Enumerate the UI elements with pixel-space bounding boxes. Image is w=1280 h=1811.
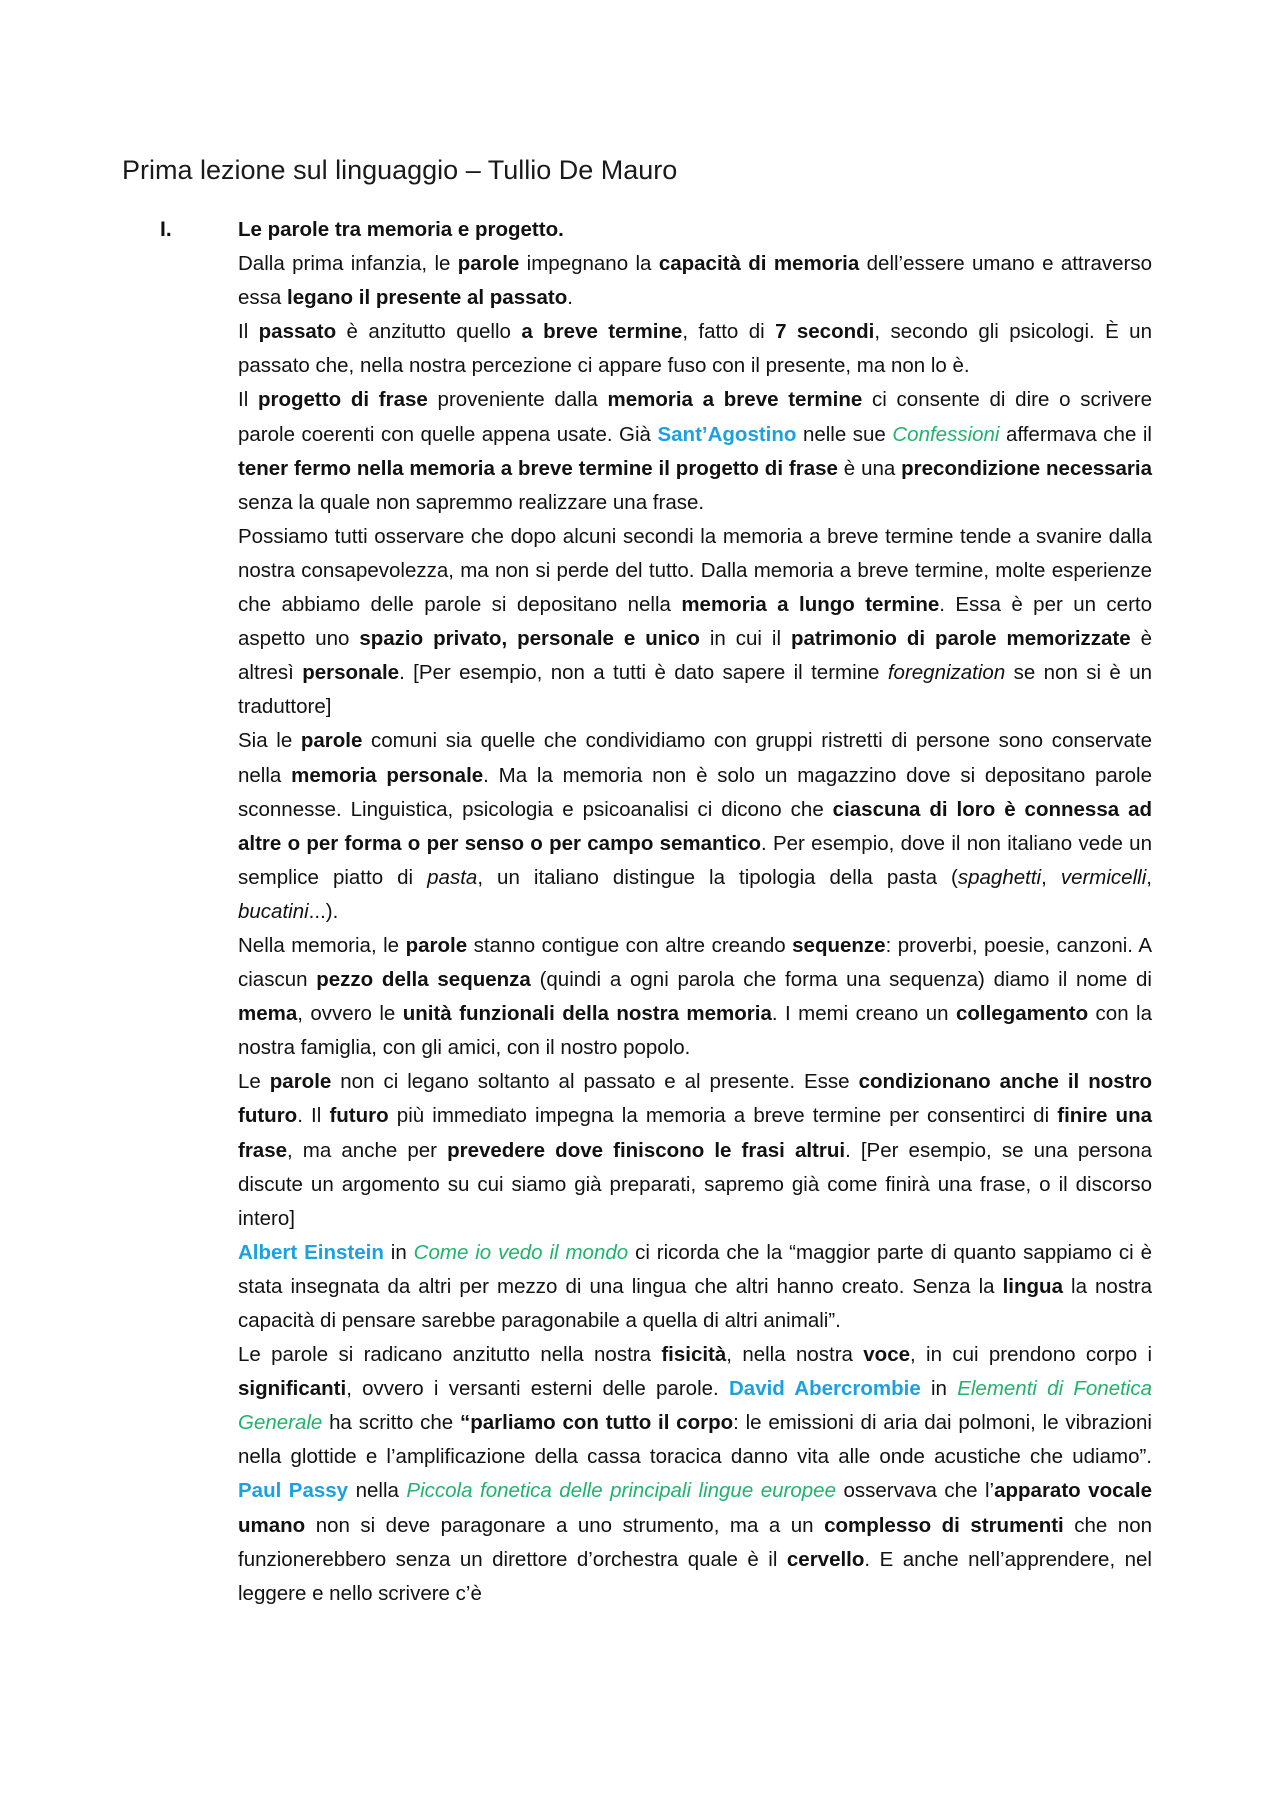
text-run: più immediato impegna la memoria a breve termine per consentirci di [388, 1104, 1058, 1128]
text-run: , ovvero le [297, 1002, 403, 1026]
bold-text: ciascuna di loro è connessa ad altre o per forma o per senso o per campo semantico [238, 797, 1152, 855]
bold-text: finire una frase [238, 1104, 1152, 1162]
bold-text: memoria personale [291, 763, 484, 787]
bold-text: 7 secondi [775, 320, 875, 344]
text-run: , [1146, 865, 1152, 889]
text-run: , secondo gli psicologi. È un passato che, nella nostra percezione ci appare fuso con il presente, ma non lo è. [238, 320, 1152, 378]
text-run: . I memi creano un [771, 1002, 956, 1026]
italic-text: vermicelli [1060, 865, 1147, 889]
text-run: , nella nostra [726, 1343, 864, 1367]
text-run: in cui il [699, 627, 791, 651]
text-run: . Ma la memoria non è solo un magazzino dove si depositano parole sconnesse. Linguistica, psicologia e psicoanalisi ci dicono che [238, 763, 1152, 821]
work-title: Come io vedo il mondo [413, 1240, 629, 1264]
bold-text: collegamento [955, 1002, 1089, 1026]
text-run: con la nostra famiglia, con gli amici, con il nostro popolo. [238, 1002, 1152, 1060]
text-run: , ma anche per [287, 1138, 448, 1162]
text-run: se non si è un traduttore] [238, 661, 1153, 719]
italic-text: bucatini [238, 899, 309, 923]
text-run: affermava che il [999, 422, 1152, 446]
bold-text: cervello [786, 1547, 865, 1571]
bold-text: parole [457, 252, 520, 276]
text-run: osservava che l’ [835, 1479, 995, 1503]
bold-text: spazio privato, personale e unico [359, 627, 700, 651]
work-title: Confessioni [892, 422, 1000, 446]
bold-text: capacità di memoria [658, 252, 860, 276]
body-paragraph [238, 1065, 1152, 1235]
bold-text: memoria a breve termine [607, 388, 863, 412]
bold-text: personale [302, 661, 400, 685]
text-run: nelle sue [796, 422, 893, 446]
body-paragraph [238, 383, 1152, 519]
text-run: Le [238, 1070, 270, 1094]
text-run: . Per esempio, dove il non italiano vede un semplice piatto di [238, 831, 1152, 889]
text-run: ha scritto che [322, 1411, 460, 1435]
text-run: . [Per esempio, se una persona discute un argomento su cui siamo già preparati, sapremo già come finirà una frase, o il discorso intero] [238, 1138, 1152, 1230]
bold-text: apparato vocale umano [238, 1479, 1152, 1537]
text-run: è una [837, 456, 902, 480]
text-run: in [920, 1377, 958, 1401]
bold-text: significanti [238, 1377, 347, 1401]
text-run: Il [238, 320, 259, 344]
text-run: impegnano la [519, 252, 659, 276]
text-run: dell’essere umano e attraverso essa [238, 252, 1152, 310]
body-paragraph [238, 1236, 1152, 1338]
text-run: nella [348, 1479, 407, 1503]
text-run: ci consente di dire o scrivere parole coerenti con quelle appena usate. Già [238, 388, 1152, 446]
text-run: è altresì [238, 627, 1153, 685]
bold-text: voce [863, 1343, 911, 1367]
text-run: , un italiano distingue la tipologia della pasta ( [477, 865, 958, 889]
body-paragraph [238, 929, 1152, 1065]
bold-text: “parliamo con tutto il corpo [460, 1411, 734, 1435]
section-number: I. [160, 218, 172, 241]
person-name: Albert Einstein [238, 1240, 384, 1264]
bold-text: pezzo della sequenza [316, 968, 531, 992]
text-run: . [567, 286, 573, 310]
text-run: , [1041, 865, 1061, 889]
body-paragraph [238, 724, 1152, 929]
text-run: la nostra capacità di pensare sarebbe paragonabile a quella di altri animali”. [238, 1274, 1152, 1332]
text-run: , ovvero i versanti esterni delle parole. [346, 1377, 729, 1401]
work-title: Piccola fonetica delle principali lingue europee [406, 1479, 836, 1503]
document-title: Prima lezione sul linguaggio – Tullio De Mauro [122, 155, 678, 185]
bold-text: condizionano anche il nostro futuro [238, 1070, 1152, 1128]
bold-text: parole [405, 933, 468, 957]
section-body [238, 213, 1152, 1611]
bold-text: unità funzionali della nostra memoria [402, 1002, 772, 1026]
text-run: non si deve paragonare a uno strumento, ma a un [305, 1513, 825, 1537]
text-run: comuni sia quelle che condividiamo con gruppi ristretti di persone sono conservate nella [238, 729, 1152, 787]
text-run: non ci legano soltanto al passato e al presente. Esse [331, 1070, 859, 1094]
bold-text: parole [269, 1070, 332, 1094]
body-paragraph [238, 520, 1152, 725]
text-run: : proverbi, poesie, canzoni. A ciascun [238, 933, 1152, 992]
bold-text: futuro [329, 1104, 389, 1128]
text-run: Le parole si radicano anzitutto nella nostra [238, 1343, 662, 1367]
text-run: stanno contigue con altre creando [467, 933, 793, 957]
bold-text: lingua [1002, 1274, 1063, 1298]
text-run: . Il [297, 1104, 330, 1128]
text-run: proveniente dalla [427, 388, 608, 412]
bold-text: passato [258, 320, 337, 344]
bold-text: mema [238, 1002, 298, 1026]
work-title: Elementi di Fonetica Generale [238, 1377, 1153, 1435]
bold-text: tener fermo nella memoria a breve termine il progetto di frase [238, 456, 838, 480]
bold-text: precondizione necessaria [901, 456, 1152, 480]
text-run: Il [238, 388, 258, 412]
bold-text: prevedere dove finiscono le frasi altrui [447, 1138, 846, 1162]
bold-text: parole [300, 729, 363, 753]
bold-text: fisicità [661, 1343, 727, 1367]
text-run: che non funzionerebbero senza un direttore d’orchestra quale è il [238, 1513, 1153, 1571]
text-run: Sia le [238, 729, 301, 753]
body-paragraph [238, 247, 1152, 315]
bold-text: patrimonio di parole memorizzate [790, 627, 1131, 651]
text-run: . E anche nell’apprendere, nel leggere e nello scrivere c’è [238, 1547, 1152, 1605]
text-run: , fatto di [682, 320, 776, 344]
bold-text: sequenze [792, 933, 886, 957]
bold-text: progetto di frase [257, 388, 428, 412]
section-heading: Le parole tra memoria e progetto. [238, 218, 564, 241]
bold-text: legano il presente al passato [287, 286, 568, 310]
text-run: Possiamo tutti osservare che dopo alcuni secondi la memoria a breve termine tende a svanire dalla nostra consapevolezza, ma non si perde del tutto. Dalla memoria a breve termine, molte esperienze che abbiamo delle parole si depositano nella [238, 524, 1152, 617]
text-run: . [Per esempio, non a tutti è dato sapere il termine [399, 661, 888, 685]
section-paragraphs [238, 247, 1152, 1611]
text-run: in [383, 1240, 414, 1264]
italic-text: pasta [427, 865, 478, 889]
text-run: Nella memoria, le [238, 933, 406, 957]
text-run: è anzitutto quello [336, 320, 522, 344]
body-paragraph [238, 315, 1152, 383]
text-run: . Essa è per un certo aspetto uno [238, 593, 1152, 651]
text-run: (quindi a ogni parola che forma una sequenza) diamo il nome di [530, 968, 1152, 992]
text-run: ci ricorda che la “maggior parte di quanto sappiamo ci è stata insegnata da altri per mezzo di una lingua che altri hanno creato. Senza la [238, 1240, 1152, 1298]
text-run: ...). [308, 899, 339, 923]
italic-text: foregnization [887, 661, 1006, 685]
italic-text: spaghetti [957, 865, 1042, 889]
text-run: senza la quale non sapremmo realizzare una frase. [238, 490, 705, 514]
text-run: Dalla prima infanzia, le [238, 252, 458, 276]
person-name: David Abercrombie [728, 1377, 921, 1401]
text-run: , in cui prendono corpo i [910, 1343, 1152, 1367]
bold-text: complesso di strumenti [824, 1513, 1064, 1537]
body-paragraph [238, 1338, 1152, 1611]
bold-text: a breve termine [521, 320, 683, 344]
text-run: : le emissioni di aria dai polmoni, le vibrazioni nella glottide e l’amplificazione della cassa toracica danno vita alle onde acustiche che udiamo”. [238, 1411, 1152, 1469]
bold-text: memoria a lungo termine [681, 593, 940, 617]
person-name: Sant’Agostino [657, 422, 797, 446]
person-name: Paul Passy [238, 1479, 349, 1503]
